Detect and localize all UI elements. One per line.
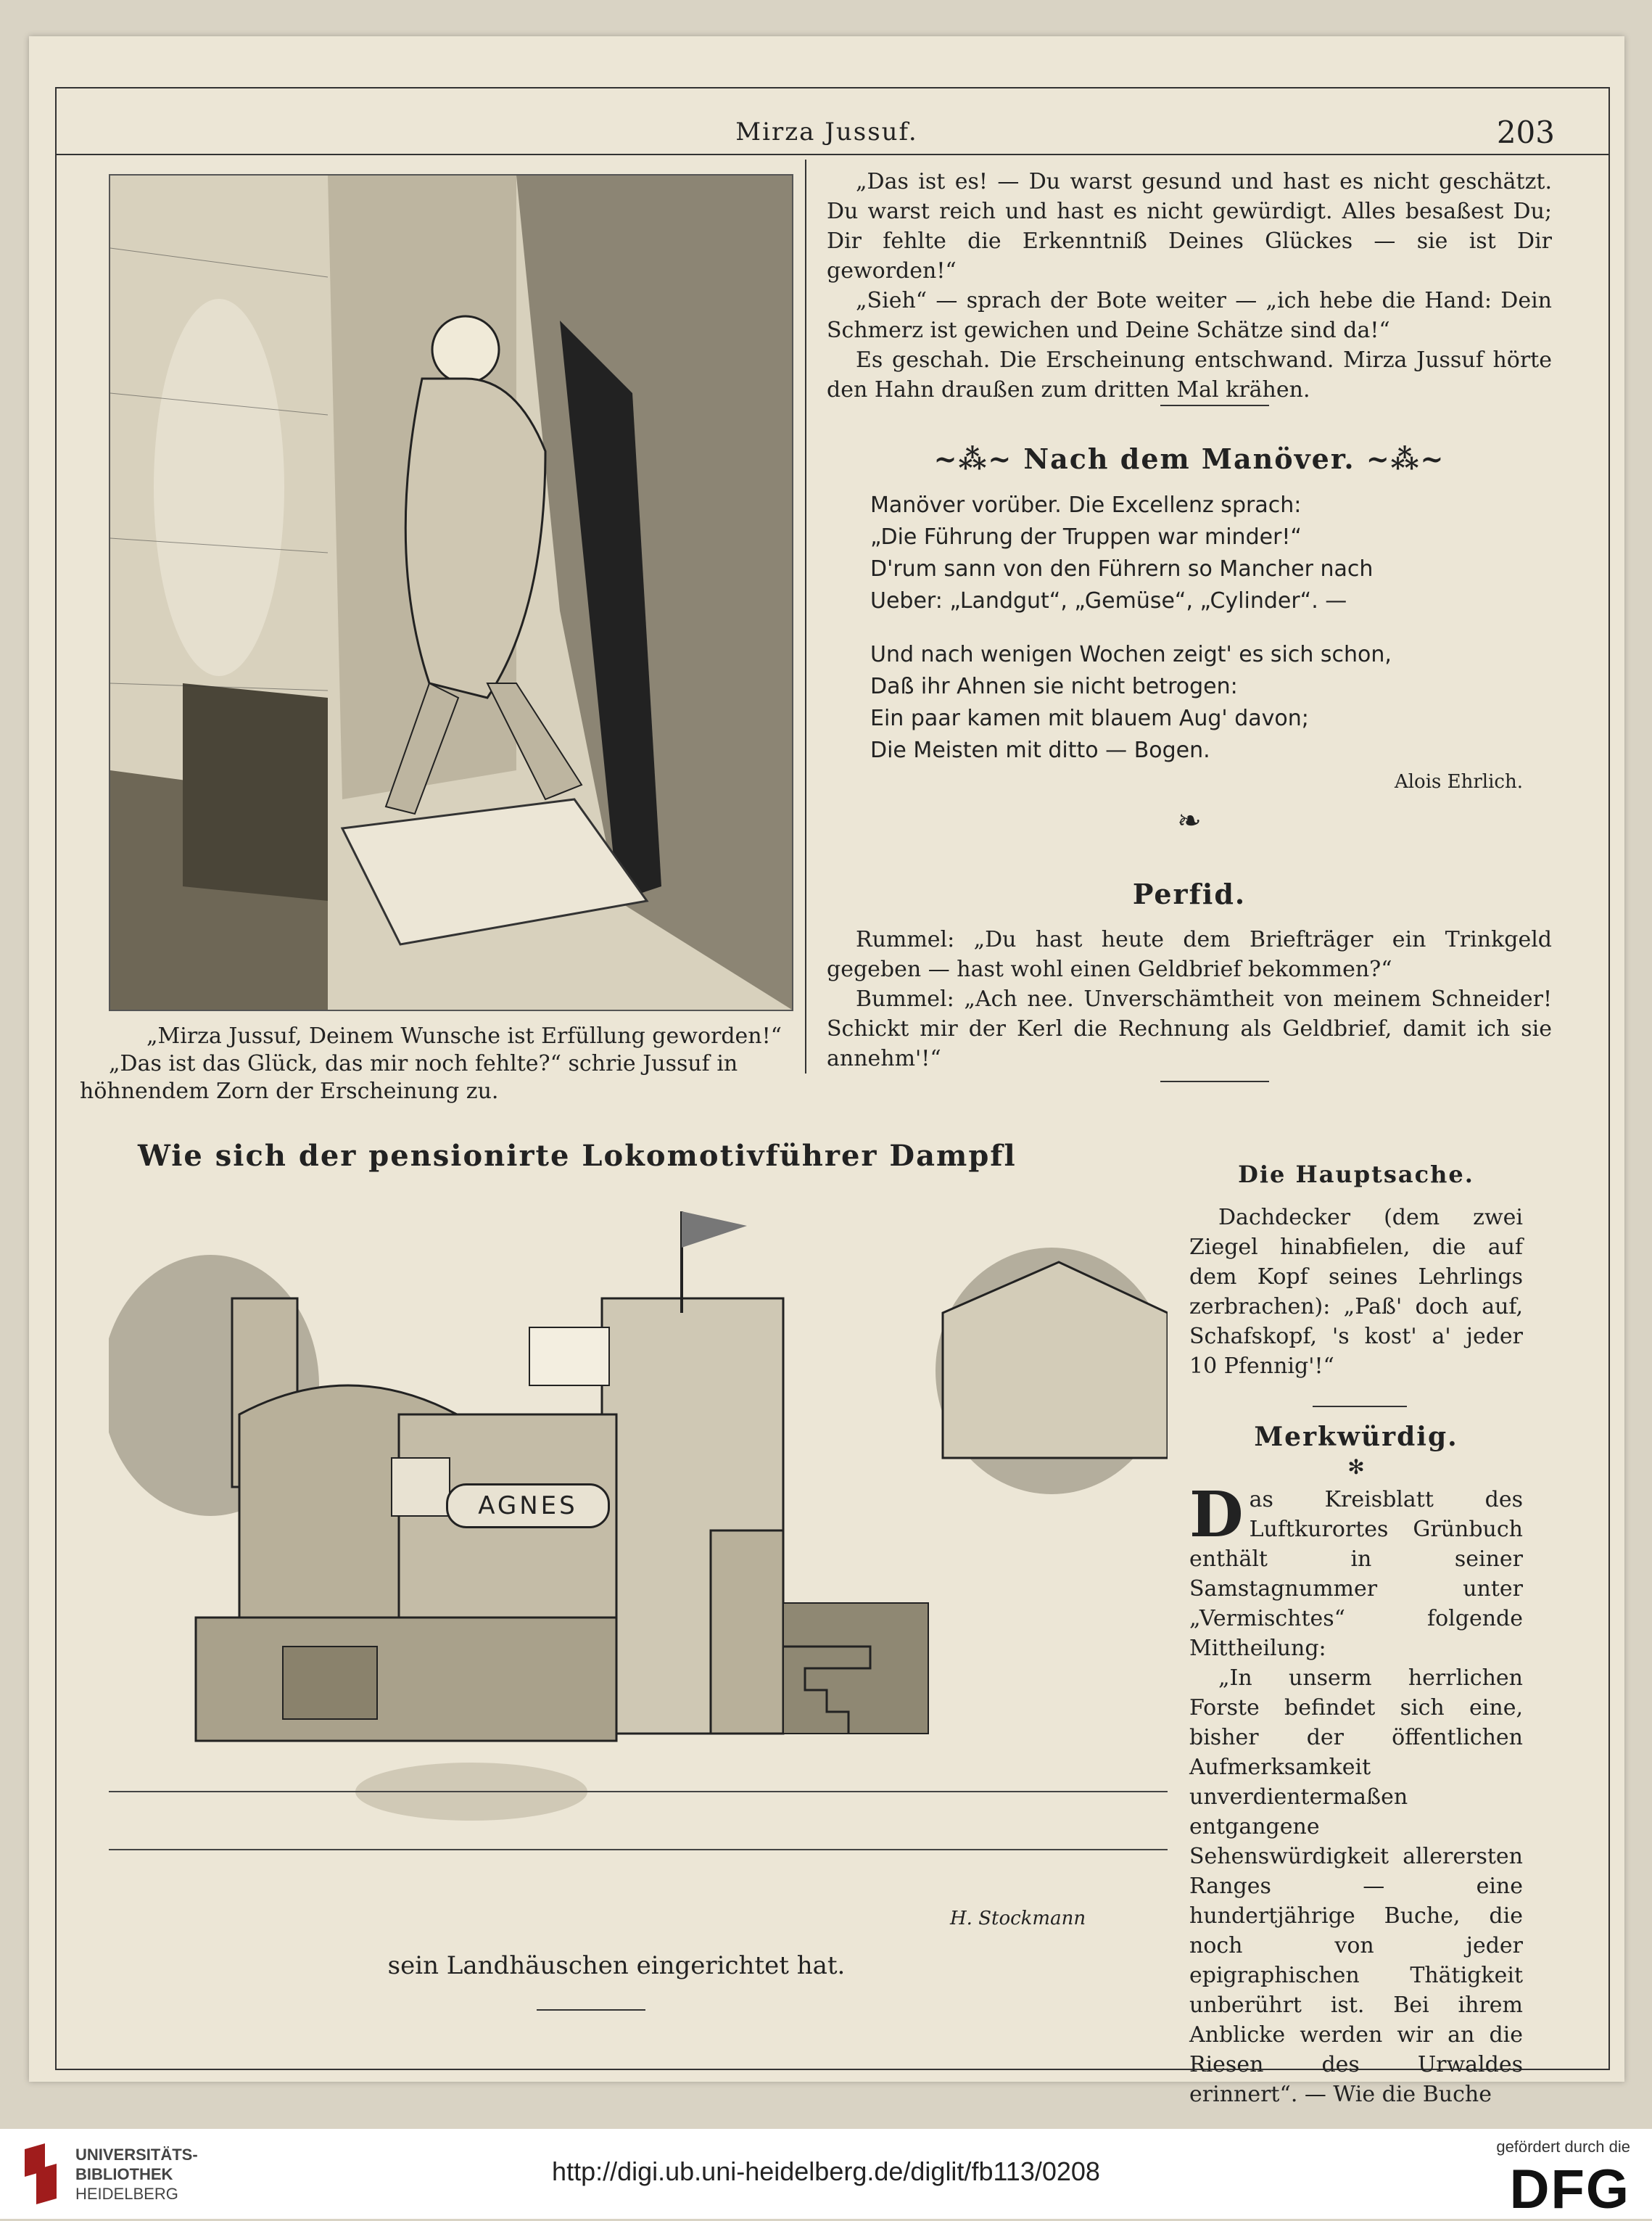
column-rule [805,160,806,1074]
poem-title: ~⁂~ Nach dem Manöver. ~⁂~ [933,442,1445,475]
perfid-line-1: Rummel: „Du hast heute dem Briefträger ein Trinkgeld gegeben — hast wohl einen Geldbrief bekommen?“ [827,927,1552,982]
perfid-title: Perfid. [1132,878,1247,910]
section-divider [1160,1081,1269,1082]
poem-line: Daß ihr Ahnen sie nicht betrogen: [870,674,1238,699]
header-rule [55,154,1610,155]
illustration-caption [80,1023,790,1105]
section-divider [1313,1406,1407,1407]
illustration-mirza-jussuf [109,174,793,1011]
section-divider [1160,405,1269,406]
ornament-icon: ❧ [1177,804,1202,838]
poem-stanza-1 [870,490,1552,617]
poem-line: Ueber: „Landgut“, „Gemüse“, „Cylinder“. — [870,588,1347,614]
hauptsache-title: Die Hauptsache. [1238,1161,1474,1188]
poem-section [827,442,1552,838]
poem-author: Alois Ehrlich. [1394,771,1523,793]
hauptsache-section [1189,1161,1523,1381]
story-paragraph-1: „Das ist es! — Du warst gesund und hast es nicht geschätzt. Du warst reich und hast es nicht gewürdigt. Alles besaßest Du; Dir fehlte die Erkenntniß Deines Glückes — sie ist Dir geworden!“ [827,169,1552,284]
perfid-section [827,878,1552,1074]
poem-line: Die Meisten mit ditto — Bogen. [870,738,1210,763]
merkwuerdig-paragraph-2: „In unserm herrlichen Forste befindet sich eine, bisher der öffentlichen Aufmerksamkeit unverdientermaßen entgangene Sehenswürdigkeit allerersten Ranges — eine hundertjährige Buche, die noch von jeder epigraphischen Thätigkeit unberührt ist. Bei ihrem Anblicke werden wir an die Riesen des Urwaldes erinnert“. — Wie die Buche [1189,1665,1523,2107]
merkwuerdig-section [1189,1422,1523,2109]
artist-signature: H. Stockmann [950,1908,1086,1929]
poem-title-text: Nach dem Manöver. [1023,442,1355,475]
locomotive-nameplate: AGNES [446,1483,610,1528]
poem-stanza-2 [870,639,1552,767]
permalink-url[interactable]: http://digi.ub.uni-heidelberg.de/diglit/fb113/0208 [552,2156,1100,2186]
scanned-page [29,36,1624,2107]
poem-line: „Die Führung der Truppen war minder!“ [870,524,1302,550]
merkwuerdig-paragraph-1 [1189,1478,1523,1663]
caption-line-1: „Mirza Jussuf, Deinem Wunsche ist Erfüllung geworden!“ [146,1023,782,1049]
logo-line: HEIDELBERG [75,2185,178,2203]
asterism-icon: ✻ [1347,1455,1365,1479]
digitization-footer [0,2129,1652,2219]
poem-line: D'rum sann von den Führern so Mancher nach [870,556,1374,582]
logo-line: UNIVERSITÄTS- [75,2146,198,2164]
section-divider [537,2009,645,2011]
hauptsache-text: Dachdecker (dem zwei Ziegel hinabfielen, die auf dem Kopf seines Lehrlings zerbrachen): „Paß' doch auf, Schafskopf, 's kost' a' jeder 10 Pfennig'!“ [1189,1205,1523,1379]
illustration-locomotive-house [109,1197,1168,1937]
perfid-line-2: Bummel: „Ach nee. Unverschämtheit von meinem Schneider! Schickt mir der Kerl die Rechnung als Geldbrief, damit ich sie annehm'!“ [827,986,1552,1071]
running-title: Mirza Jussuf. [735,118,918,147]
merkwuerdig-text-1: as Kreisblatt des Luftkurortes Grünbuch enthält in seiner Samstagnummer unter „Vermischtes“ folgende Mittheilung: [1189,1487,1523,1661]
merkwuerdig-title: Merkwürdig. [1254,1422,1458,1452]
story-paragraph-3: Es geschah. Die Erscheinung entschwand. Mirza Jussuf hörte den Hahn draußen zum dritten Mal krähen. [827,347,1552,403]
caption-line-2: „Das ist das Glück, das mir noch fehlte?“ schrie Jussuf in höhnendem Zorn der Erscheinung zu. [80,1051,738,1104]
poem-line: Ein paar kamen mit blauem Aug' davon; [870,706,1309,731]
page-number: 203 [1496,115,1555,150]
poem-line: Und nach wenigen Wochen zeigt' es sich schon, [870,642,1392,667]
story-paragraph-2: „Sieh“ — sprach der Bote weiter — „ich hebe die Hand: Dein Schmerz ist gewichen und Deine Schätze sind da!“ [827,288,1552,343]
dropcap: D [1189,1478,1244,1552]
poem-line: Manöver vorüber. Die Excellenz sprach: [870,493,1302,518]
cartoon-caption: sein Landhäuschen eingerichtet hat. [387,1951,846,1980]
story-ending [827,167,1552,405]
cartoon-title: Wie sich der pensionirte Lokomotivführer Dampfl [138,1139,1017,1173]
logo-line: BIBLIOTHEK [75,2165,173,2183]
dfg-logo: DFG [1509,2159,1630,2220]
funder-label: gefördert durch die [1496,2138,1630,2156]
